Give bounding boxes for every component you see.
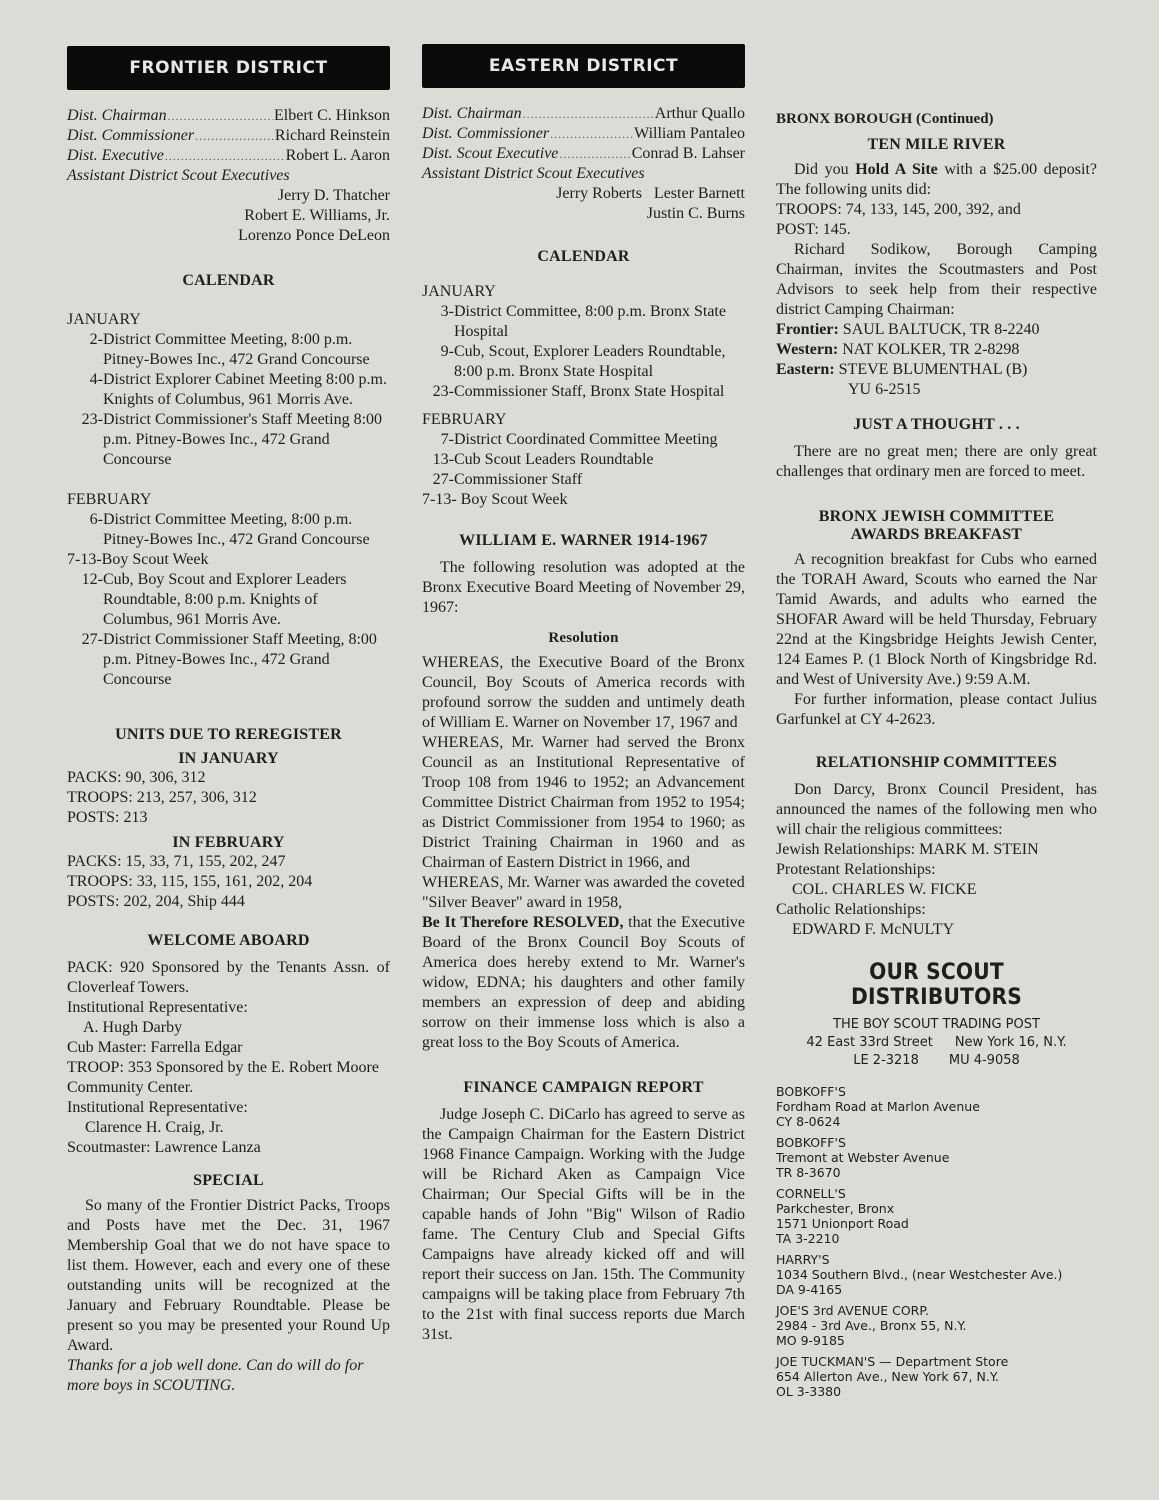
dot-leader [559,144,630,164]
trading-post-city: New York 16, N.Y. [954,1035,1067,1050]
store-line: 1571 Unionport Road [776,1216,909,1231]
officer-title: Dist. Chairman [422,105,522,122]
store-line: Fordham Road at Marlon Avenue [776,1099,980,1114]
reregister-line: PACKS: 15, 33, 71, 155, 202, 247 [67,853,286,870]
chair-district: Frontier: [776,321,839,338]
month-label: FEBRUARY [67,491,152,508]
store-line: 1034 Southern Blvd., (near Westchester Ave.) [776,1267,1063,1282]
tmr-text: with a $25.00 deposit? The following units did: [776,161,1097,198]
event-text: Commissioner Staff [454,471,583,488]
chair-district: Eastern: [776,361,835,378]
special-body: So many of the Frontier District Packs, Troops and Posts have met the Dec. 31, 1967 Membership Goal that we do not have space to list them. However, each and every one of these outstanding units will be recognized at the January and February Roundtable. Please be present so you may be presented your Round Up Award. [67,1197,390,1354]
relationship-body: Don Darcy, Bronx Council President, has announced the names of the following men who will chair the religious committees: [776,781,1097,838]
reregister-line: POSTS: 213 [67,809,148,826]
event-day: 27- [432,471,454,488]
assistants-label: Assistant District Scout Executives [422,165,645,182]
chair-name: STEVE BLUMENTHAL (B) [838,361,1028,378]
store-line: MO 9-9185 [776,1333,845,1348]
welcome-troop-rep-label: Institutional Representative: [67,1099,248,1116]
resolved-paragraph [422,913,745,1053]
trading-post-address [776,1034,1097,1052]
frontier-district-column [67,0,390,1396]
event-day: 23- [432,383,454,400]
jewish-relationships: Jewish Relationships: MARK M. STEIN [776,841,1039,858]
bronx-borough-heading [776,111,1097,128]
event-day: 2- [89,331,103,348]
month-label: JANUARY [67,311,141,328]
welcome-pack-rep-label: Institutional Representative: [67,999,248,1016]
finance-body: Judge Joseph C. DiCarlo has agreed to serve as the Campaign Chairman for the Eastern District 1968 Finance Campaign. Working with the Judge will be Richard Aken as Campaign Vice Chairman; Our Special Gifts will be in the capable hands of John "Big" Wilson of Radio fame. The Century Club and Special Gifts Campaigns have already kicked off and will report their success on Jan. 15th. The Community campaigns will be taking place from February 7th to the 21st with final success reports due March 31st. [422,1106,745,1343]
event-day: 6- [89,511,103,528]
protestant-label: Protestant Relationships: [776,861,936,878]
tmr-troops [776,200,1097,220]
thought-body: There are no great men; there are only great challenges that ordinary men are forced to meet. [776,443,1097,480]
event-text: District Explorer Cabinet Meeting 8:00 p.m. Knights of Columbus, 961 Morris Ave. [103,371,387,408]
reregister-line: POSTS: 202, 204, Ship 444 [67,893,245,910]
event-text: Cub Scout Leaders Roundtable [454,451,654,468]
distributors-heading: OUR SCOUT DISTRIBUTORS [850,960,1023,1010]
assistant-name: Justin C. Burns [646,205,745,222]
event-text: Commissioner Staff, Bronx State Hospital [454,383,725,400]
officer-name: Arthur Quallo [654,105,745,122]
officer-name: Conrad B. Lahser [631,145,745,162]
warner-intro: The following resolution was adopted at the Bronx Executive Board Meeting of November 29, 1967: [422,559,745,616]
event-text: District Coordinated Committee Meeting [454,431,718,448]
eastern-chair-phone: YU 6-2515 [848,381,921,398]
tmr-troops-text: TROOPS: 74, 133, 145, 200, 392, and [776,201,1021,218]
resolved-text: that the Executive Board of the Bronx Council Boy Scouts of America does hereby extend to Mr. Warner's widow, EDNA; his daughters and other family members an expression of deep and abiding sorrow on their immense loss which is also a great loss to the Boy Scouts of America. [422,914,745,1051]
officer-title: Dist. Chairman [67,107,167,124]
event-text: District Commissioner Staff Meeting, 8:00 p.m. Pitney-Bowes Inc., 472 Grand Concourse [103,631,377,688]
welcome-pack: PACK: 920 Sponsored by the Tenants Assn. of Cloverleaf Towers. [67,959,390,996]
tmr-text: Did you [794,161,856,178]
protestant-chair: COL. CHARLES W. FICKE [792,881,977,898]
calendar-event [67,630,390,690]
reregister-line: TROOPS: 33, 115, 155, 161, 202, 204 [67,873,313,890]
welcome-cubmaster: Cub Master: Farrella Edgar [67,1039,243,1056]
catholic-chair: EDWARD F. McNULTY [792,921,955,938]
resolution-heading: Resolution [548,630,619,646]
officer-title: Dist. Executive [67,147,164,164]
event-text: Boy Scout Week [101,551,209,568]
store-name: CORNELL'S [776,1186,846,1201]
camping-chair [776,320,1097,340]
bronx-heading-continued: (Continued) [916,111,994,127]
store-line: DA 9-4165 [776,1282,843,1297]
store-name: JOE'S 3rd AVENUE CORP. [776,1303,929,1318]
month-label: FEBRUARY [422,411,507,428]
officer-name: William Pantaleo [634,125,745,142]
trading-post-phones [776,1052,1097,1070]
month-label: JANUARY [422,283,496,300]
reregister-heading: UNITS DUE TO REREGISTER [115,726,342,743]
dot-leader [195,126,274,146]
event-text: Cub, Scout, Explorer Leaders Roundtable, 8:00 p.m. Bronx State Hospital [454,343,726,380]
special-closing: Thanks for a job well done. Can do will do for more boys in SCOUTING. [67,1357,364,1394]
calendar-event [67,330,390,370]
welcome-troop: TROOP: 353 Sponsored by the E. Robert Moore Community Center. [67,1059,379,1096]
special-heading: SPECIAL [193,1172,264,1189]
officer-title: Dist. Scout Executive [422,145,559,162]
reregister-line: PACKS: 90, 306, 312 [67,769,206,786]
officer-row [422,144,745,164]
officer-row [67,126,390,146]
officer-row [422,124,745,144]
officer-row [422,104,745,124]
eastern-officers [422,104,745,224]
jewish-committee-heading-1: BRONX JEWISH COMMITTEE [818,508,1055,525]
officer-name: Richard Reinstein [274,127,390,144]
ten-mile-river-heading: TEN MILE RIVER [867,136,1006,153]
store-line: 654 Allerton Ave., New York 67, N.Y. [776,1369,999,1384]
event-day: 23- [81,411,103,428]
relationship-heading: RELATIONSHIP COMMITTEES [815,754,1058,771]
trading-post-name: THE BOY SCOUT TRADING POST [833,1017,1040,1032]
trading-post-phone: MU 4-9058 [948,1053,1020,1068]
trading-post-street: 42 East 33rd Street [806,1035,933,1050]
in-february-heading: IN FEBRUARY [172,834,285,851]
officer-row [67,146,390,166]
event-text: Boy Scout Week [460,491,568,508]
chair-district: Western: [776,341,839,358]
frontier-district-banner: FRONTIER DISTRICT [67,46,390,90]
calendar-event [422,382,745,402]
calendar-event [422,490,745,510]
calendar-event [422,302,745,342]
calendar-event [422,430,745,450]
event-day: 9- [440,343,454,360]
assistant-name: Robert E. Williams, Jr. [244,207,390,224]
dot-leader [165,146,285,166]
reregister-line: TROOPS: 213, 257, 306, 312 [67,789,257,806]
bronx-heading-main: BRONX BOROUGH [776,111,913,127]
distributor-store [776,1303,1097,1348]
jewish-breakfast-body: A recognition breakfast for Cubs who earned the TORAH Award, Scouts who earned the Nar Tamid Awards, and adults who earned the SHOFAR Award will be held Thursday, February 22nd at the Kingsbridge Heights Jewish Center, 124 Eames P. (1 Block North of Kingsbridge Rd. and West of University Ave.) 9:59 A.M. [776,551,1097,688]
welcome-troop-rep: Clarence H. Craig, Jr. [85,1119,224,1136]
event-day: 12- [81,571,103,588]
assistant-name: Lorenzo Ponce DeLeon [238,227,390,244]
assistants-label: Assistant District Scout Executives [67,167,290,184]
whereas-2: WHEREAS, Mr. Warner had served the Bronx Council as an Institutional Representative of Troop 108 from 1946 to 1952; an Advancement Committee District Chairman from 1952 to 1954; as District Commissioner from 1954 to 1960; as District Training Chairman in 1960 and as Chairman of Eastern District in 1966, and [422,734,745,871]
calendar-event [422,342,745,382]
store-name: BOBKOFF'S [776,1084,846,1099]
distributor-store [776,1186,1097,1246]
trading-post-phone: LE 2-3218 [853,1053,919,1068]
store-name: JOE TUCKMAN'S — Department Store [776,1354,1009,1369]
store-line: Tremont at Webster Avenue [776,1150,950,1165]
dot-leader [550,124,633,144]
whereas-1: WHEREAS, the Executive Board of the Bronx Council, Boy Scouts of America records with profound sorrow the sudden and untimely death of William E. Warner on November 17, 1967 and [422,654,745,731]
eastern-district-column [422,0,745,1345]
officer-name: Elbert C. Hinkson [274,107,390,124]
calendar-event [422,450,745,470]
calendar-event [67,550,390,570]
assistant-names: Jerry Roberts Lester Barnett [556,185,745,202]
whereas-3: WHEREAS, Mr. Warner was awarded the coveted "Silver Beaver" award in 1958, [422,874,745,911]
calendar-event [67,410,390,470]
distributor-store [776,1084,1097,1129]
store-line: 2984 - 3rd Ave., Bronx 55, N.Y. [776,1318,967,1333]
tmr-camping-paragraph: Richard Sodikow, Borough Camping Chairman, invites the Scoutmasters and Post Advisors to seek help from their respective district Camping Chairman: [776,241,1097,318]
eastern-district-banner: EASTERN DISTRICT [422,44,745,88]
event-day: 3- [440,303,454,320]
event-day: 27- [81,631,103,648]
event-text: District Committee Meeting, 8:00 p.m. Pitney-Bowes Inc., 472 Grand Concourse [103,511,370,548]
event-day: 4- [89,371,103,388]
officer-row [67,106,390,126]
bronx-borough-column [776,0,1097,1399]
jewish-breakfast-contact: For further information, please contact Julius Garfunkel at CY 4-2623. [776,691,1097,728]
just-a-thought-heading: JUST A THOUGHT . . . [853,416,1020,433]
event-day: 13- [432,451,454,468]
calendar-event [67,510,390,550]
distributor-store [776,1135,1097,1180]
tmr-paragraph [776,160,1097,200]
camping-chair [776,340,1097,360]
chair-name: SAUL BALTUCK, TR 8-2240 [842,321,1040,338]
calendar-heading: CALENDAR [537,248,630,265]
event-day: 7-13- [422,491,457,508]
welcome-pack-rep: A. Hugh Darby [83,1019,183,1036]
store-line: CY 8-0624 [776,1114,841,1129]
calendar-event [422,470,745,490]
calendar-event [67,570,390,630]
catholic-label: Catholic Relationships: [776,901,926,918]
officer-title: Dist. Commissioner [67,127,195,144]
store-name: HARRY'S [776,1252,830,1267]
dot-leader [523,104,654,124]
calendar-event [67,370,390,410]
officer-name: Robert L. Aaron [285,147,390,164]
store-name: BOBKOFF'S [776,1135,846,1150]
welcome-scoutmaster: Scoutmaster: Lawrence Lanza [67,1139,261,1156]
tmr-post: POST: 145. [776,221,851,238]
dot-leader [168,106,273,126]
store-line: OL 3-3380 [776,1384,842,1399]
event-text: Cub, Boy Scout and Explorer Leaders Roundtable, 8:00 p.m. Knights of Columbus, 961 Morris Ave. [103,571,347,628]
jewish-committee-heading-2: AWARDS BREAKFAST [850,526,1023,543]
frontier-officers [67,106,390,246]
camping-chair [776,360,1097,380]
warner-heading: WILLIAM E. WARNER 1914-1967 [459,532,708,549]
in-january-heading: IN JANUARY [178,750,279,767]
store-line: Parkchester, Bronx [776,1201,895,1216]
assistant-name: Jerry D. Thatcher [277,187,390,204]
event-day: 7-13- [67,551,102,568]
finance-heading: FINANCE CAMPAIGN REPORT [463,1079,704,1096]
distributor-store [776,1252,1097,1297]
event-text: District Commissioner's Staff Meeting 8:00 p.m. Pitney-Bowes Inc., 472 Grand Concourse [103,411,383,468]
distributor-store [776,1354,1097,1399]
event-text: District Committee, 8:00 p.m. Bronx State Hospital [454,303,726,340]
chair-name: NAT KOLKER, TR 2-8298 [842,341,1020,358]
store-line: TR 8-3670 [776,1165,841,1180]
hold-a-site: Hold A Site [855,161,938,178]
event-text: District Committee Meeting, 8:00 p.m. Pitney-Bowes Inc., 472 Grand Concourse [103,331,370,368]
officer-title: Dist. Commissioner [422,125,550,142]
calendar-heading: CALENDAR [182,272,275,289]
store-line: TA 3-2210 [776,1231,840,1246]
welcome-heading: WELCOME ABOARD [147,932,310,949]
event-day: 7- [440,431,454,448]
resolved-bold: Be It Therefore RESOLVED, [422,914,624,931]
